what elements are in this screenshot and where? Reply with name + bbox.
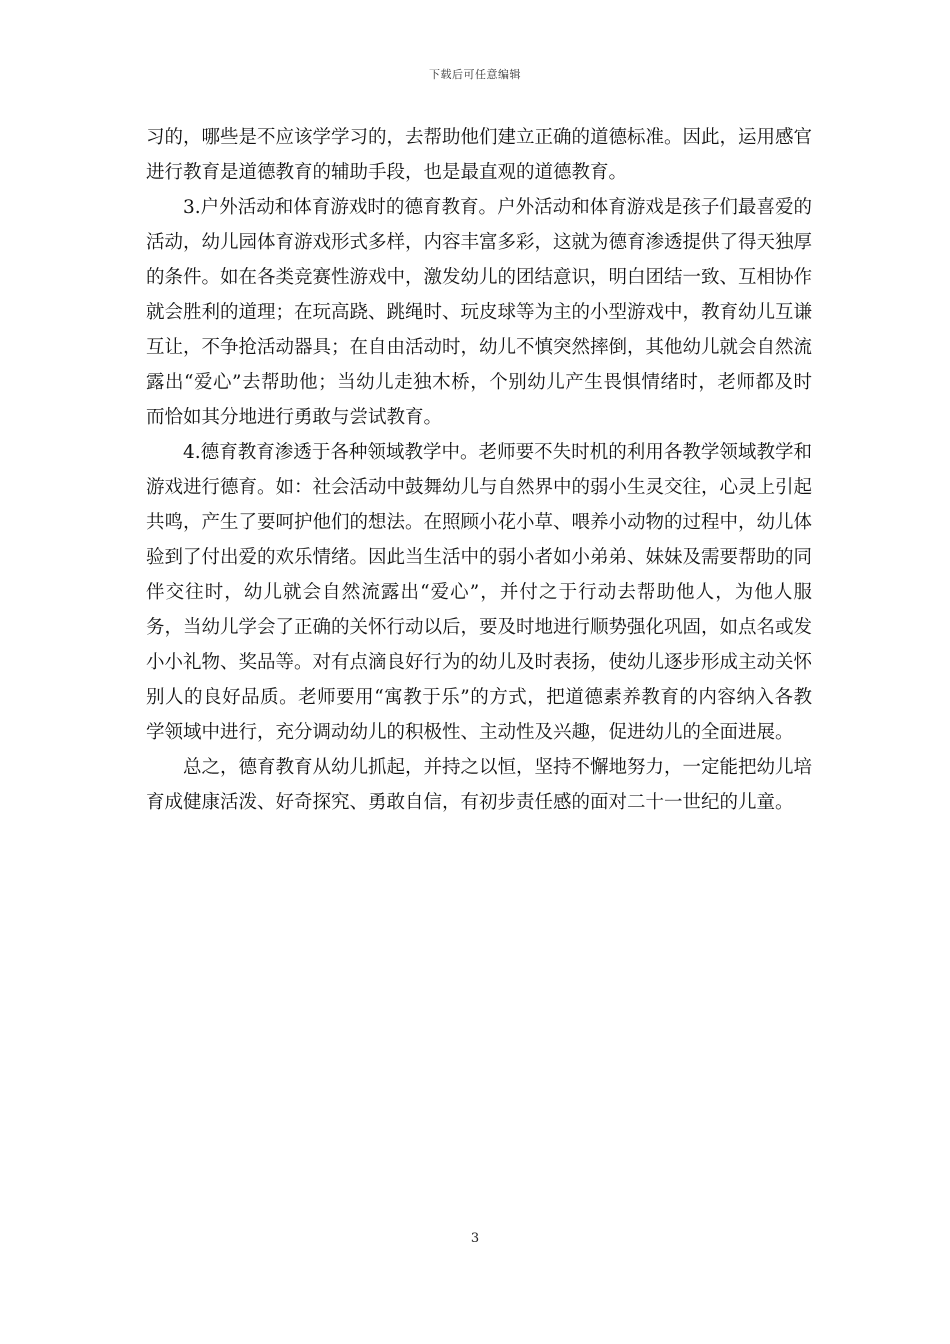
page-header: 下载后可任意编辑	[429, 68, 521, 81]
document-body	[146, 120, 812, 820]
paragraph-continuation: 习的，哪些是不应该学学习的，去帮助他们建立正确的道德标准。因此，运用感官进行教育是道德教育的辅助手段，也是最直观的道德教育。	[146, 127, 813, 183]
page-number: 3	[470, 1231, 480, 1246]
paragraph-conclusion: 总之，德育教育从幼儿抓起，并持之以恒，坚持不懈地努力，一定能把幼儿培育成健康活泼、好奇探究、勇敢自信，有初步责任感的面对二十一世纪的儿童。	[146, 757, 813, 813]
paragraph-teaching-domains: 4.德育教育渗透于各种领域教学中。老师要不失时机的利用各教学领域教学和游戏进行德育。如：社会活动中鼓舞幼儿与自然界中的弱小生灵交往，心灵上引起共鸣，产生了要呵护他们的想法。在照顾小花小草、喂养小动物的过程中，幼儿体验到了付出爱的欢乐情绪。因此当生活中的弱小者如小弟弟、妹妹及需要帮助的同伴交往时，幼儿就会自然流露出“爱心”，并付之于行动去帮助他人，为他人服务，当幼儿学会了正确的关怀行动以后，要及时地进行顺势强化巩固，如点名或发小小礼物、奖品等。对有点滴良好行为的幼儿及时表扬，使幼儿逐步形成主动关怀别人的良好品质。老师要用“寓教于乐”的方式，把道德素养教育的内容纳入各教学领域中进行，充分调动幼儿的积极性、主动性及兴趣，促进幼儿的全面进展。	[146, 442, 813, 743]
paragraph-outdoor-activities: 3.户外活动和体育游戏时的德育教育。户外活动和体育游戏是孩子们最喜爱的活动，幼儿园体育游戏形式多样，内容丰富多彩，这就为德育渗透提供了得天独厚的条件。如在各类竞赛性游戏中，激发幼儿的团结意识，明白团结一致、互相协作就会胜利的道理；在玩高跷、跳绳时、玩皮球等为主的小型游戏中，教育幼儿互谦互让，不争抢活动器具；在自由活动时，幼儿不慎突然摔倒，其他幼儿就会自然流露出“爱心”去帮助他；当幼儿走独木桥，个别幼儿产生畏惧情绪时，老师都及时而恰如其分地进行勇敢与尝试教育。	[146, 197, 813, 428]
